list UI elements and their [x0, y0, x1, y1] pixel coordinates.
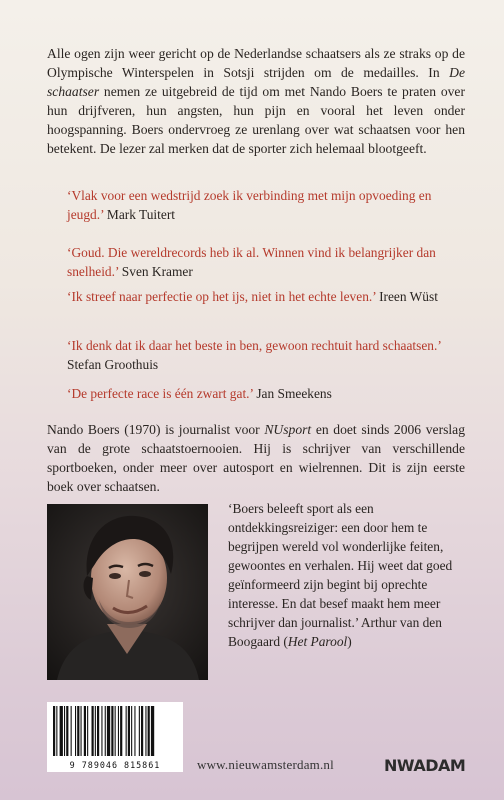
- intro-text: Alle ogen zijn weer gericht op de Nederlandse schaatsers als ze straks op de Olympische Winterspelen in Sotsji strijden om de medailles. In: [47, 46, 465, 80]
- quote-author: Stefan Groothuis: [67, 357, 159, 372]
- quote-text: ‘De perfecte race is één zwart gat.’: [67, 386, 253, 401]
- isbn-barcode: [47, 702, 183, 772]
- quote-author: Mark Tuitert: [106, 207, 175, 222]
- quote-wust: [67, 287, 447, 306]
- quote-text: ‘Goud. Die wereldrecords heb ik al. Winnen vind ik belangrijker dan snelheid.’: [67, 245, 436, 279]
- quote-text: ‘Ik denk dat ik daar het beste in ben, gewoon rechtuit hard schaatsen.’: [67, 338, 441, 353]
- intro-paragraph: [47, 44, 465, 158]
- quote-text: ‘Ik streef naar perfectie op het ijs, niet in het echte leven.’: [67, 289, 376, 304]
- quote-author: Ireen Wüst: [379, 289, 438, 304]
- quote-kramer: [67, 243, 447, 281]
- isbn-number: 9 789046 815861: [69, 760, 161, 770]
- bio-text: Nando Boers (1970) is journalist voor: [47, 422, 265, 437]
- barcode-bars: [47, 702, 183, 758]
- quote-tuitert: [67, 186, 447, 224]
- author-photo: [47, 504, 208, 680]
- quote-smeekens: [67, 384, 447, 403]
- quote-author: Jan Smeekens: [256, 386, 332, 401]
- bio-publication: NUsport: [264, 422, 312, 437]
- book-title: De schaatser: [47, 65, 465, 99]
- quote-groothuis: [67, 336, 447, 374]
- bio-text-cont: en doet sinds 2006 verslag van de grote schaatstoernooien. Hij is schrijver van verschillende sportboeken, onder meer over autosport en wielrennen. Dit is zijn eerste boek over schaatsen.: [47, 422, 465, 494]
- author-bio: [47, 420, 465, 496]
- review-close: ): [347, 634, 352, 649]
- quote-text: ‘Vlak voor een wedstrijd zoek ik verbinding met mijn opvoeding en jeugd.’: [67, 188, 432, 222]
- quote-author: Sven Kramer: [121, 264, 193, 279]
- publisher-logo: NWADAM: [384, 756, 466, 775]
- review-text: ‘Boers beleeft sport als een ontdekkingsreiziger: een door hem te begrijpen wereld vol wonderlijke feiten, gewoontes en verhalen. Hij weet dat goed geïnformeerd zijn begint bij oprechte interesse. En dat besef maakt hem meer schrijver dan journalist.’ Arthur van den Boogaard (: [228, 501, 453, 649]
- publisher-website[interactable]: www.nieuwamsterdam.nl: [197, 757, 334, 772]
- intro-text-cont: nemen ze uitgebreid de tijd om met Nando Boers te praten over hun drijfveren, hun angsten, hun pijn en vooral het leven onder hoogspanning. Boers ondervroeg ze urenlang over wat schaatsen voor hen betekent. De lezer zal merken dat de sporter zich helemaal blootgeeft.: [47, 84, 465, 156]
- review-source: Het Parool: [287, 634, 348, 649]
- press-review: [228, 499, 468, 651]
